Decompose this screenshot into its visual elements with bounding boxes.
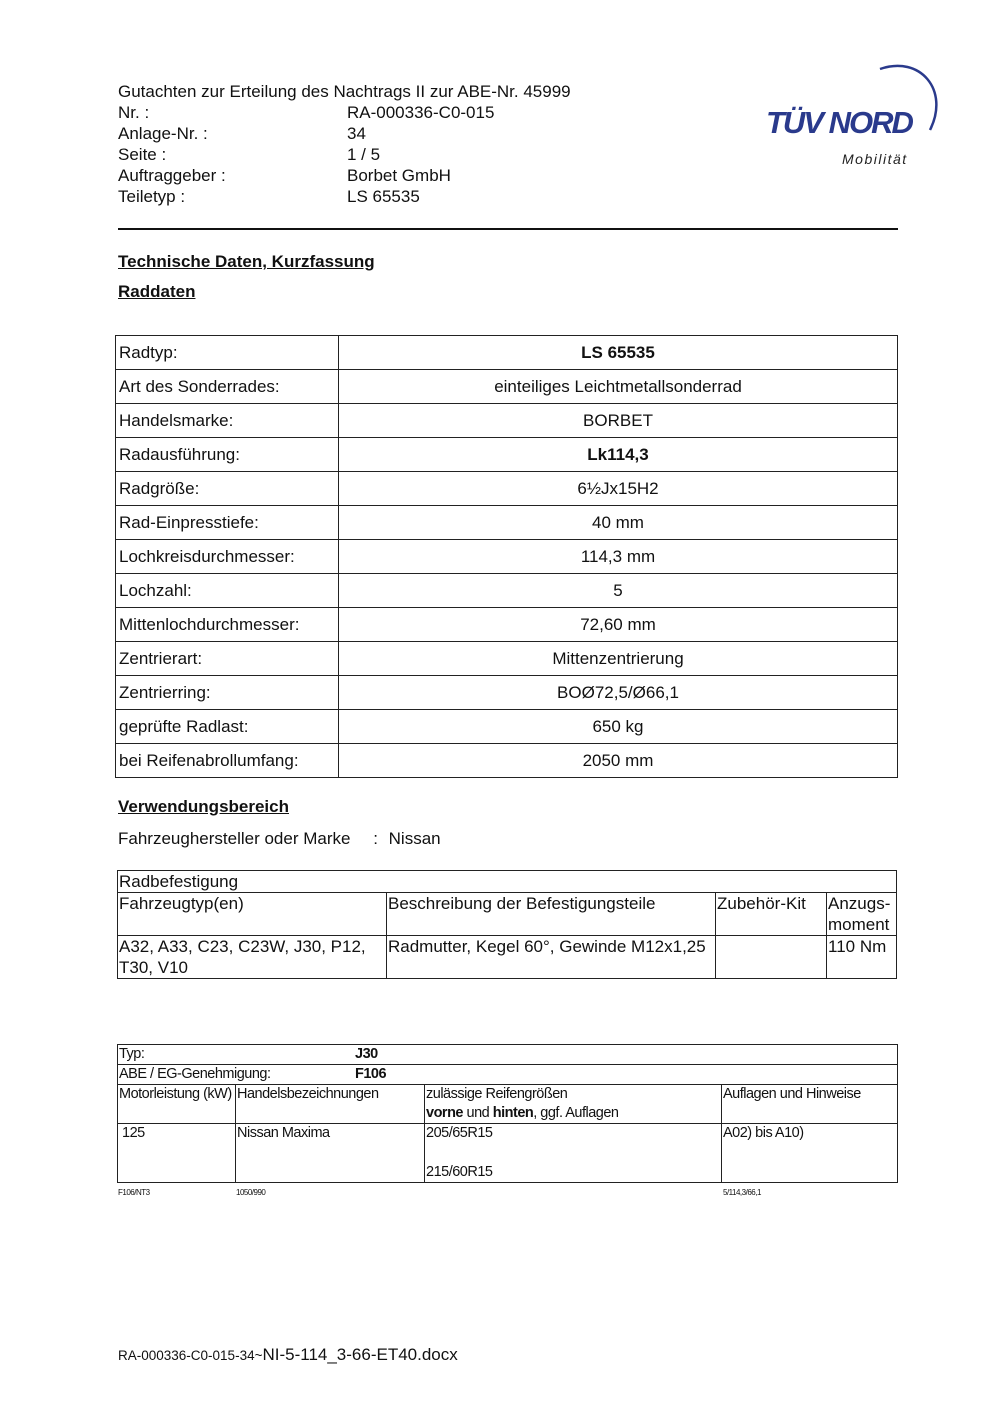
wheel-row-label: bei Reifenabrollumfang: <box>116 744 339 778</box>
trade-value: Nissan Maxima <box>236 1124 425 1183</box>
vehicle-header-row <box>118 1085 898 1124</box>
mounting-kit <box>716 936 827 979</box>
wheel-data-row <box>116 370 898 404</box>
wheel-data-row <box>116 744 898 778</box>
document-header <box>118 81 571 207</box>
header-power: Motorleistung (kW) <box>118 1085 236 1124</box>
wheel-row-label: Lochzahl: <box>116 574 339 608</box>
footer-prefix: RA-000336-C0-015-34~ <box>118 1348 263 1363</box>
header-field: Auftraggeber : Borbet GmbH <box>118 166 451 185</box>
wheel-row-value: Lk114,3 <box>339 438 898 472</box>
wheel-row-value: 2050 mm <box>339 744 898 778</box>
header-field: Seite : 1 / 5 <box>118 145 381 164</box>
footer-filename <box>118 1345 458 1365</box>
wheel-row-value: 6½Jx15H2 <box>339 472 898 506</box>
header-trade: Handelsbezeichnungen <box>236 1085 425 1124</box>
header-tires: zulässige Reifengrößen vorne und hinten, ggf. Auflagen <box>425 1085 722 1124</box>
wheel-data-row <box>116 574 898 608</box>
mounting-row <box>118 936 897 979</box>
header-notes: Auflagen und Hinweise <box>722 1085 898 1124</box>
wheel-row-label: Zentrierring: <box>116 676 339 710</box>
vehicle-table <box>117 1044 898 1183</box>
document-title: Gutachten zur Erteilung des Nachtrags II zur ABE-Nr. 45999 <box>118 82 571 101</box>
power-value: 125 <box>118 1124 236 1183</box>
wheel-row-value: BORBET <box>339 404 898 438</box>
mounting-torque: 110 Nm <box>827 936 897 979</box>
mounting-header-cell: Zubehör-Kit <box>716 893 827 936</box>
footnote-a: F106/NT3 <box>118 1188 150 1197</box>
wheel-row-label: Zentrierart: <box>116 642 339 676</box>
wheel-row-value: 40 mm <box>339 506 898 540</box>
section-heading-tech: Technische Daten, Kurzfassung <box>118 252 375 271</box>
header-field: Nr. : RA-000336-C0-015 <box>118 103 495 122</box>
wheel-row-value: LS 65535 <box>339 336 898 370</box>
tuv-nord-logo <box>760 55 945 175</box>
wheel-data-row <box>116 608 898 642</box>
wheel-row-label: Art des Sonderrades: <box>116 370 339 404</box>
vehicle-data-row <box>118 1124 898 1183</box>
vehicle-abe-row <box>118 1065 898 1085</box>
manufacturer-value: Nissan <box>388 829 441 848</box>
abe-label: ABE / EG-Genehmigung: <box>119 1066 271 1082</box>
wheel-row-label: Handelsmarke: <box>116 404 339 438</box>
wheel-data-row <box>116 676 898 710</box>
wheel-row-value: 114,3 mm <box>339 540 898 574</box>
typ-value: J30 <box>355 1046 378 1062</box>
wheel-data-row <box>116 540 898 574</box>
wheel-row-value: Mittenzentrierung <box>339 642 898 676</box>
wheel-data-row <box>116 438 898 472</box>
wheel-row-label: Radtyp: <box>116 336 339 370</box>
wheel-data-row <box>116 472 898 506</box>
header-field: Anlage-Nr. : 34 <box>118 124 366 143</box>
wheel-row-value: einteiliges Leichtmetallsonderrad <box>339 370 898 404</box>
tire-sizes: 205/65R15 215/60R15 <box>425 1124 722 1183</box>
manufacturer-label: Fahrzeughersteller oder Marke <box>118 829 351 848</box>
wheel-data-row <box>116 506 898 540</box>
header-field: Teiletyp : LS 65535 <box>118 187 420 206</box>
mounting-header-cell: Fahrzeugtyp(en) <box>118 893 387 936</box>
wheel-data-row <box>116 710 898 744</box>
footnote-c: 5/114,3/66,1 <box>723 1188 761 1197</box>
section-heading-raddaten: Raddaten <box>118 282 196 301</box>
wheel-row-label: Mittenlochdurchmesser: <box>116 608 339 642</box>
notes-value: A02) bis A10) <box>722 1124 898 1183</box>
wheel-data-table <box>115 335 898 778</box>
logo-subtitle: Mobilität <box>842 151 908 167</box>
wheel-row-label: Radausführung: <box>116 438 339 472</box>
mounting-header-cell: Beschreibung der Befestigungsteile <box>387 893 716 936</box>
section-heading-verwendung: Verwendungsbereich <box>118 797 289 816</box>
wheel-row-label: Radgröße: <box>116 472 339 506</box>
wheel-row-label: Lochkreisdurchmesser: <box>116 540 339 574</box>
wheel-row-value: 5 <box>339 574 898 608</box>
header-divider <box>118 228 898 230</box>
typ-label: Typ: <box>119 1046 145 1062</box>
mounting-title: Radbefestigung <box>118 871 897 893</box>
manufacturer-sep: : <box>373 829 378 848</box>
wheel-row-value: 650 kg <box>339 710 898 744</box>
mounting-header-cell: Anzugs-moment <box>827 893 897 936</box>
wheel-row-value: BOØ72,5/Ø66,1 <box>339 676 898 710</box>
footnote-b: 1050/990 <box>236 1188 266 1197</box>
vehicle-typ-row <box>118 1045 898 1065</box>
mounting-header-row <box>118 893 897 936</box>
wheel-row-label: geprüfte Radlast: <box>116 710 339 744</box>
wheel-data-row <box>116 336 898 370</box>
mounting-types: A32, A33, C23, C23W, J30, P12, T30, V10 <box>118 936 387 979</box>
abe-value: F106 <box>355 1066 387 1082</box>
logo-wordmark: TÜV NORD <box>766 105 912 140</box>
wheel-row-label: Rad-Einpresstiefe: <box>116 506 339 540</box>
footer-file: NI-5-114_3-66-ET40.docx <box>262 1345 458 1364</box>
wheel-data-row <box>116 642 898 676</box>
wheel-row-value: 72,60 mm <box>339 608 898 642</box>
wheel-data-row <box>116 404 898 438</box>
manufacturer-line <box>118 829 441 849</box>
mounting-table <box>117 870 897 979</box>
mounting-desc: Radmutter, Kegel 60°, Gewinde M12x1,25 <box>387 936 716 979</box>
